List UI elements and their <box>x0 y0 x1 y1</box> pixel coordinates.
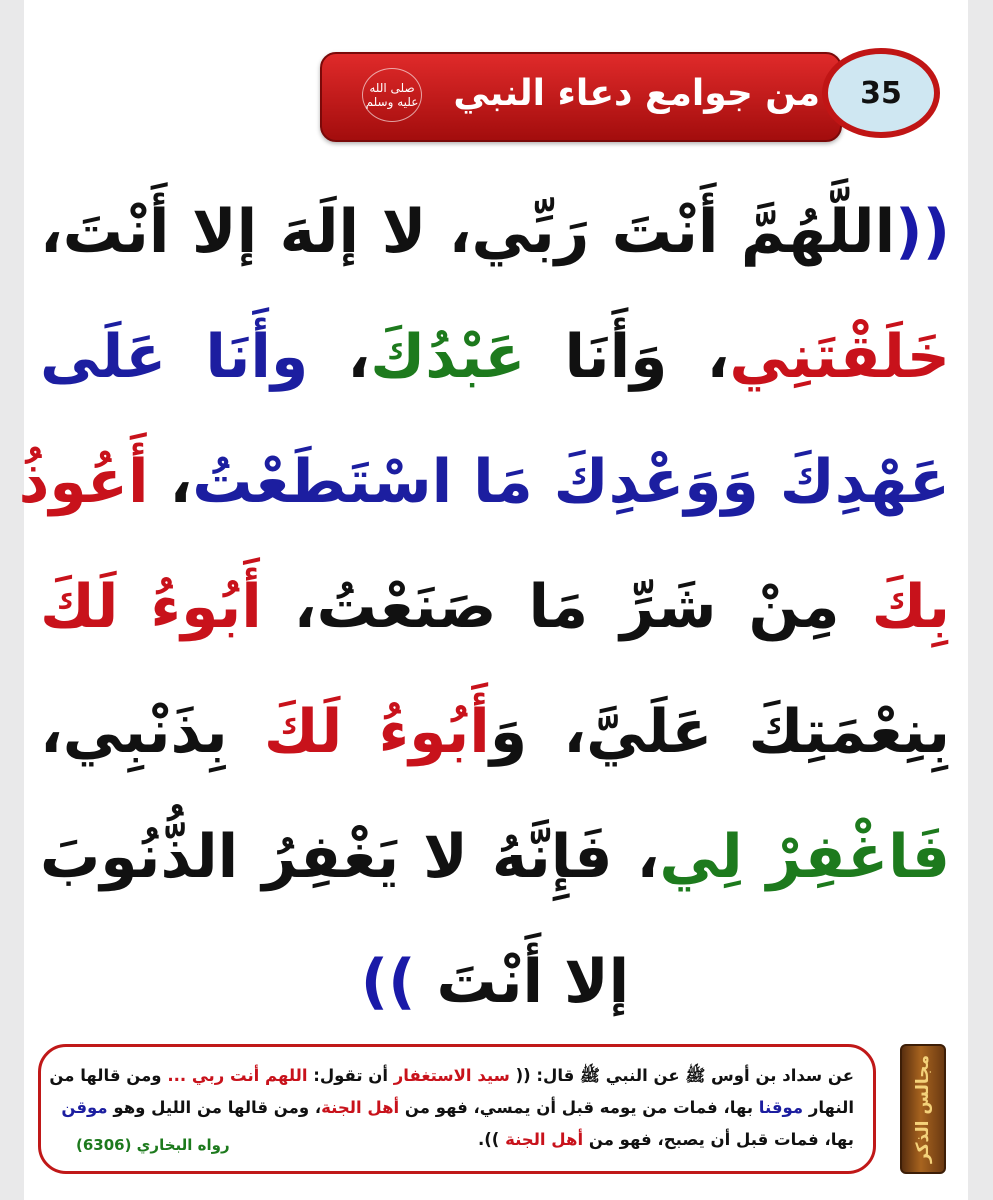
dua-segment: أَبُوءُ لَكَ <box>263 697 490 767</box>
dua-segment: وأَنَا عَلَى <box>40 322 309 392</box>
dua-segment: بِذَنْبِي، <box>40 697 264 767</box>
source-line <box>61 1092 854 1124</box>
dua-segment: )) <box>360 947 437 1017</box>
dua-segment: أَعُوذُ <box>18 447 149 517</box>
dua-segment: (( <box>895 197 950 267</box>
salawat-calligraphy-icon: صلى الله عليه وسلم <box>362 68 422 122</box>
source-segment: موقن <box>61 1098 108 1117</box>
source-segment: ومن قالها من <box>49 1066 168 1085</box>
dua-segment: مِنْ شَرِّ مَا صَنَعْتُ، <box>261 572 872 642</box>
source-segment: سيد الاستغفار <box>393 1066 510 1085</box>
dua-segment: ، <box>308 322 371 392</box>
dua-line <box>40 920 950 1045</box>
source-segment: )). <box>477 1130 506 1149</box>
dua-line <box>40 170 950 295</box>
source-segment: ، ومن قالها من الليل وهو <box>107 1098 322 1117</box>
source-segment: بها، فمات من يومه قبل أن يمسي، فهو من <box>399 1098 759 1117</box>
dua-segment: ، <box>148 447 193 517</box>
majalis-logo <box>900 1044 946 1174</box>
source-segment: أهل الجنة <box>321 1098 400 1117</box>
citation: رواه البخاري (6306) <box>76 1136 230 1154</box>
source-segment: عن سداد بن أوس ﷺ عن النبي ﷺ قال: (( <box>509 1066 854 1085</box>
dua-line <box>40 545 950 670</box>
dua-line <box>40 670 950 795</box>
dua-text <box>18 170 950 1045</box>
dua-segment: خَلَقْتَنِي <box>729 322 950 392</box>
logo-text: مجالس الذكر <box>913 1055 933 1163</box>
dua-segment: عَهْدِكَ وَوَعْدِكَ مَا اسْتَطَعْتُ <box>192 447 950 517</box>
dua-segment: عَبْدُكَ <box>370 322 526 392</box>
source-segment: اللهم أنت ربي ... <box>167 1066 308 1085</box>
source-segment: بها، فمات قبل أن يصبح، فهو من <box>583 1130 854 1149</box>
dua-line <box>18 420 950 545</box>
source-segment: أهل الجنة <box>505 1130 584 1149</box>
dua-segment: إلا أَنْتَ <box>436 947 630 1017</box>
source-segment: موقنا <box>758 1098 804 1117</box>
dua-segment: بِنِعْمَتِكَ عَلَيَّ، وَ <box>489 697 950 767</box>
dua-segment: بِكَ <box>871 572 950 642</box>
dua-segment: ، وَأَنَا <box>525 322 730 392</box>
dua-segment: أَبُوءُ لَكَ <box>40 572 262 642</box>
page-title: من جوامع دعاء النبي <box>453 73 820 114</box>
source-line <box>49 1060 854 1092</box>
dua-line <box>40 295 950 420</box>
source-segment: النهار <box>803 1098 854 1117</box>
number-badge: 35 <box>822 48 940 138</box>
dua-line <box>40 795 950 920</box>
dua-segment: فَاغْفِرْ لِي <box>659 822 950 892</box>
dua-segment: اللَّهُمَّ أَنْتَ رَبِّي، لا إلَهَ إلا أَنْتَ، <box>40 197 896 267</box>
source-segment: أن تقول: <box>307 1066 394 1085</box>
dua-segment: ، فَإِنَّهُ لا يَغْفِرُ الذُّنُوبَ <box>40 822 660 892</box>
